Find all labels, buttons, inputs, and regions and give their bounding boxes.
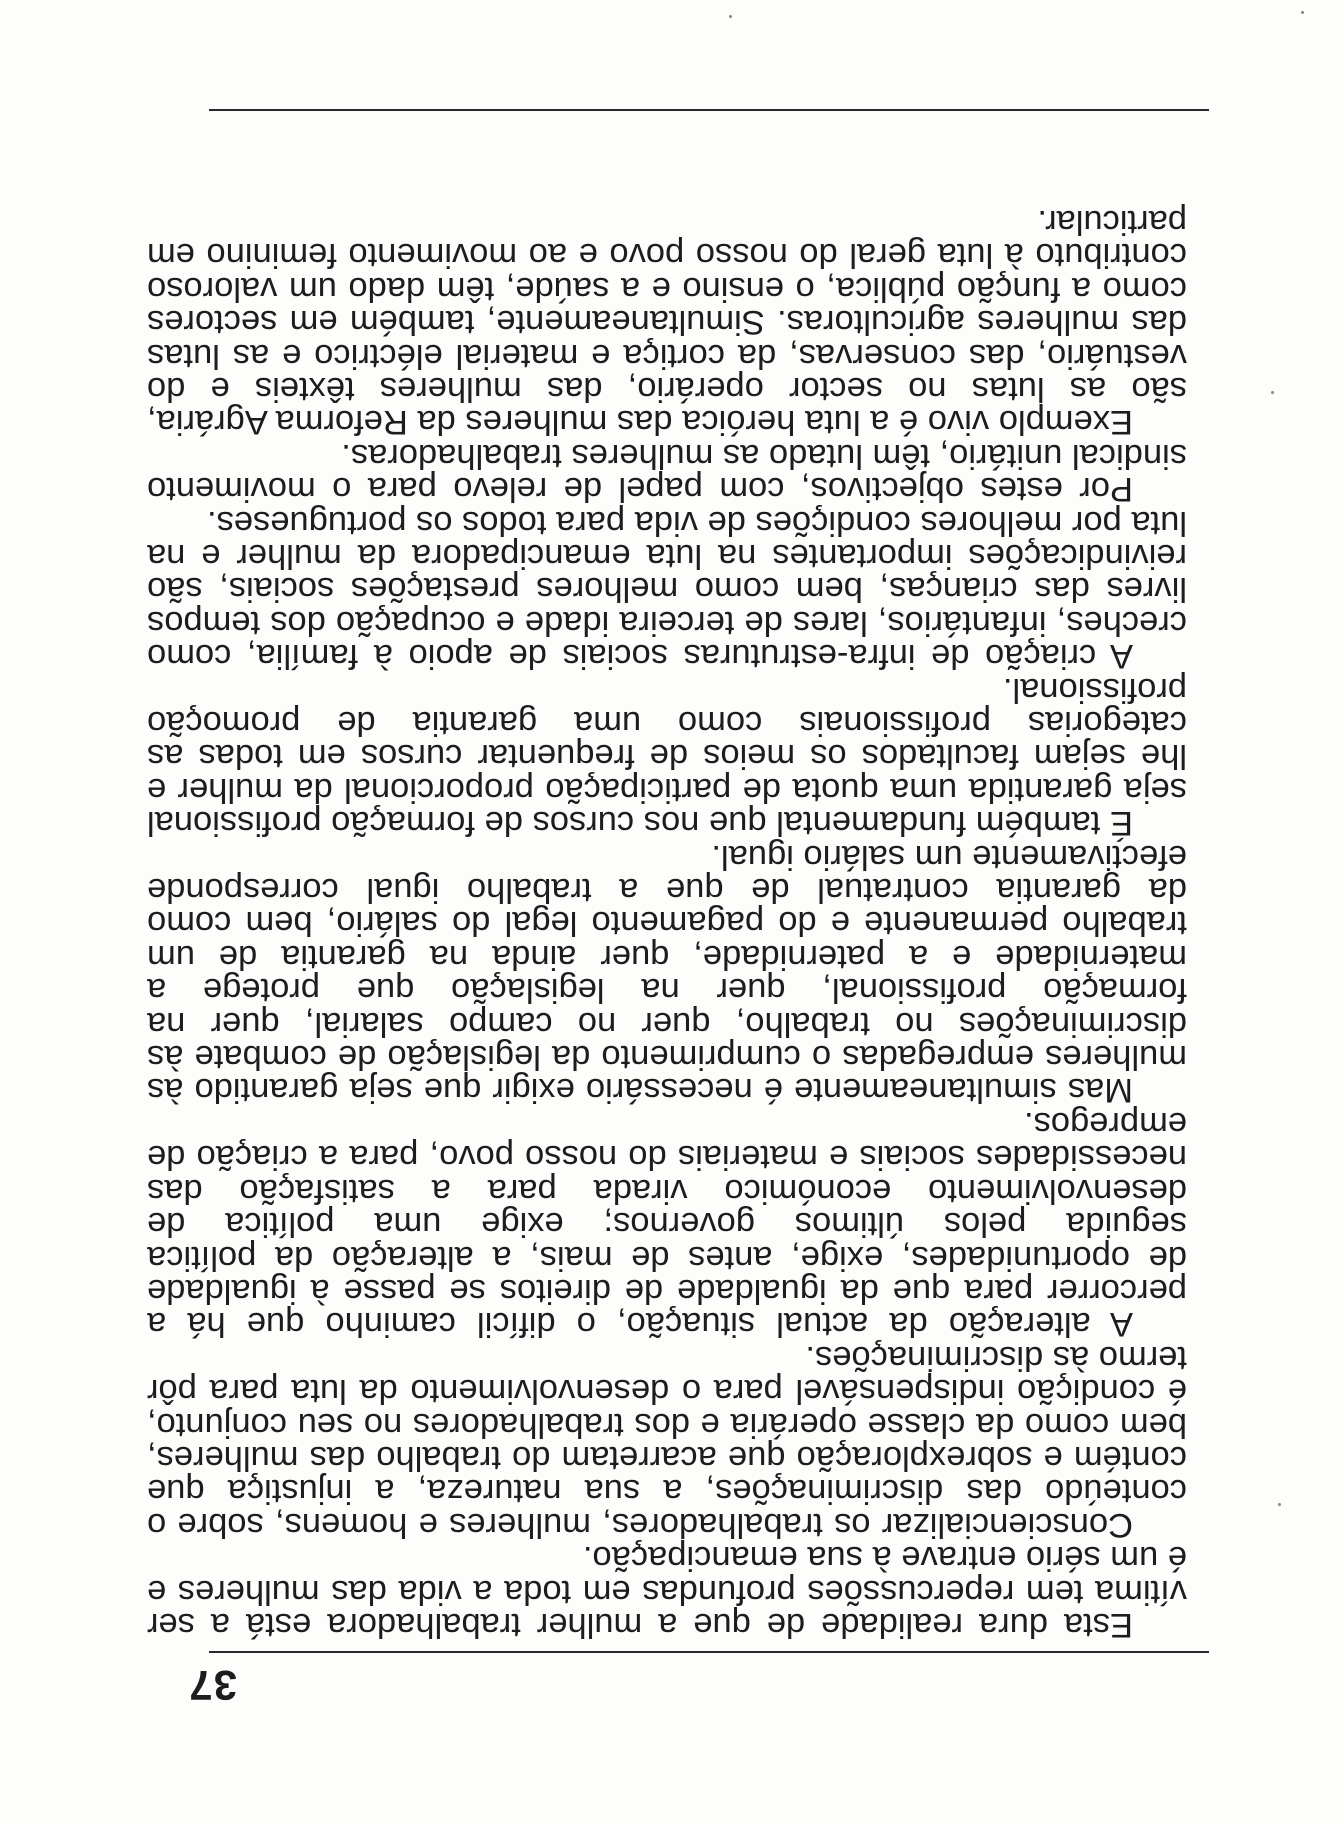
paragraph: Esta dura realidade de que a mulher trabalhadora está a ser vítima tem repercussões profundas em toda a vida das mulheres e é um sério entrave à sua emancipação. [147,1539,1187,1644]
page-number: 37 [188,1662,237,1709]
footer-rule [209,109,1209,111]
paragraph: Por estes objectivos, com papel de relevo para o movimento sindical unitário, têm lutado as mulheres trabalhadoras. [147,436,1187,509]
scan-speck [1278,1503,1281,1506]
paragraph: Mas simultaneamente é necessário exigir que seja garantido às mulheres empregadas o cumprimento da legislação de combate às discriminações no trabalho, quer no campo salarial, quer na formação profissional, quer na legislação que protege a maternidade e a paternidade, quer ainda na garantia de um trabalho permanente e do pagamento legal do salário, bem como da garantia contratual de que a trabalho igual corresponde efectivamente um salário igual. [147,837,1187,1110]
paragraph: Consciencializar os trabalhadores, mulheres e homens, sobre o conteúdo das discriminações, a sua natureza, a injustiça que contém e sobrexploração que acarretam do trabalho das mulheres, bem como da classe operária e dos trabalhadores no seu conjunto, é condição indispensável para o desenvolvimento da luta para pôr termo às discriminações. [147,1338,1187,1544]
paragraph: É também fundamental que nos cursos de formação profissional seja garantida uma quota de participação proporcional da mulher e lhe sejam facultados os meios de frequentar cursos em todas as categorias profissionais como uma garantia de promoção profissional. [147,670,1187,843]
paragraph: Exemplo vivo é a luta heróica das mulheres da Reforma Agrária, são as lutas no sector operário, das mulheres têxteis e do vestuário, das conservas, da cortiça e material eléctrico e as lutas das mulheres agricultoras. Simultaneamente, também em sectores como a função pública, o ensino e a saúde, têm dado um valoroso contributo à luta geral do nosso povo e ao movimento feminino em particular. [147,202,1187,442]
paragraph: A alteração da actual situação, o difícil caminho que há a percorrer para que da igualdade de direitos se passe à igualdade de oportunidades, exige, antes de mais, a alteração da política seguida pelos últimos governos; exige uma política de desenvolvimento económico virada para a satisfação das necessidades sociais e materiais do nosso povo, para a criação de empregos. [147,1104,1187,1344]
header-rule [209,1651,1209,1653]
scan-speck [1301,11,1304,14]
paragraph: A criação de infra-estruturas sociais de apoio à família, como creches, infantários, lares de terceira idade e ocupação dos tempos livres das crianças, bem como melhores prestações sociais, são reivindicações importantes na luta emancipadora da mulher e na luta por melhores condições de vida para todos os portugueses. [147,503,1187,676]
scan-speck [1271,391,1274,394]
scan-speck [729,15,732,18]
body-text [147,202,1187,1644]
